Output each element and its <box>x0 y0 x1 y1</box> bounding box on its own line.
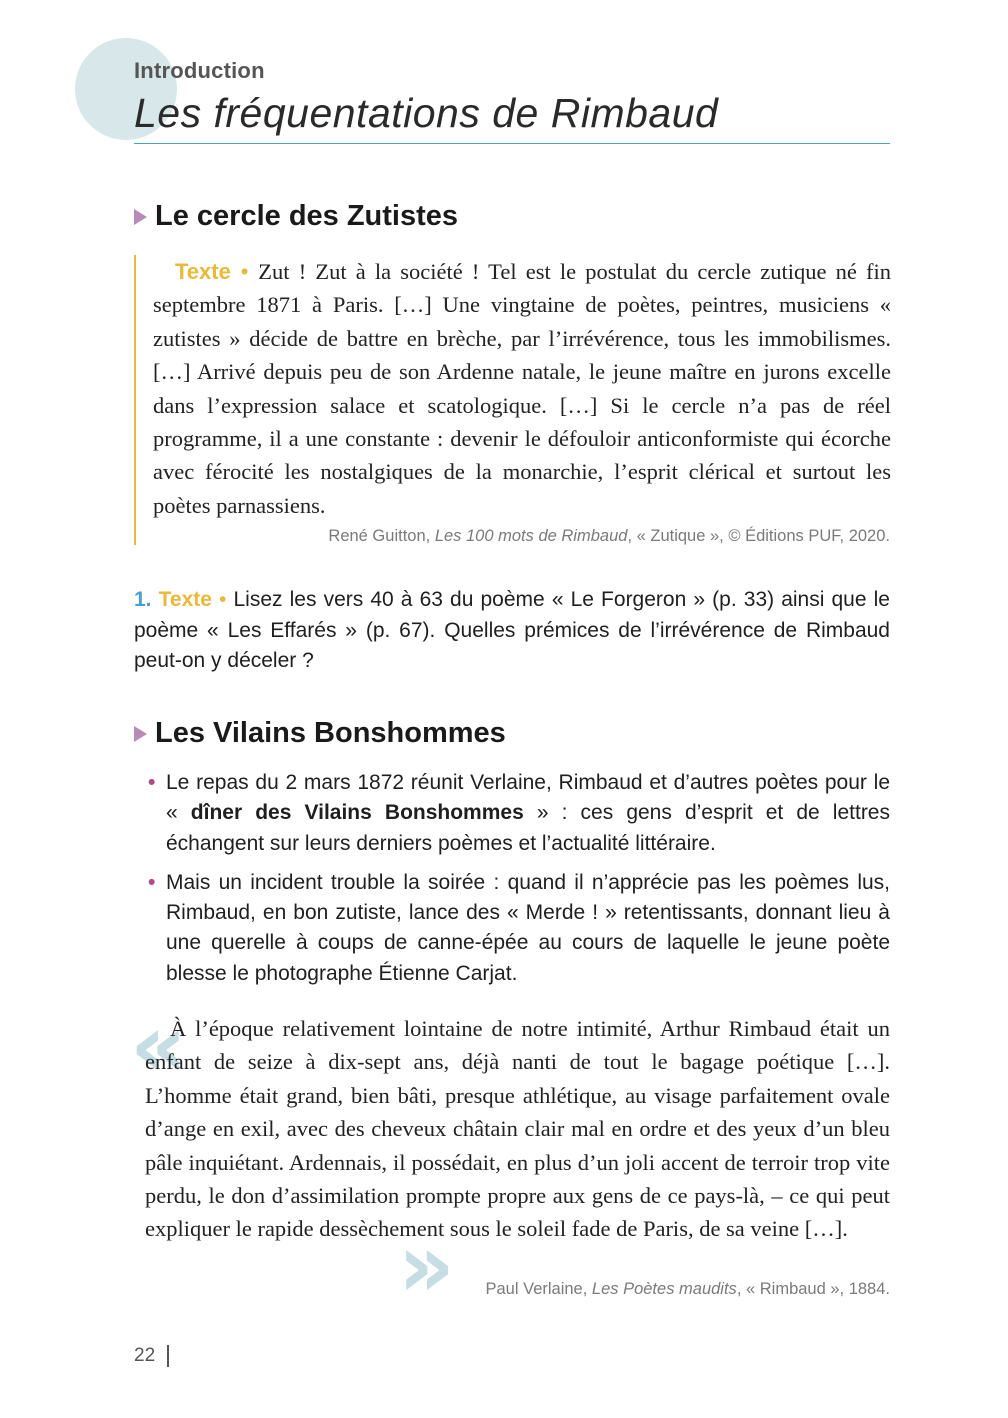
section-heading-text: Le cercle des Zutistes <box>155 200 459 232</box>
page-title: Les fréquentations de Rimbaud <box>134 90 719 136</box>
zutistes-source <box>134 527 890 546</box>
quote-label: Texte <box>175 259 231 284</box>
page-number: 22 <box>134 1345 156 1366</box>
source-details: , « Zutique », © Éditions PUF, 2020. <box>627 527 890 545</box>
open-quote-mark-icon: « <box>130 994 187 1097</box>
section-heading-text: Les Vilains Bonshommes <box>155 717 506 749</box>
bullet-dot-icon: • <box>148 771 156 794</box>
list-item-text: Mais un incident trouble la soirée : quand il n’apprécie pas les poèmes lus, Rimbaud, en bon zutiste, lance des « Merde ! » retentissants, donnant lieu à une querelle à coups de canne-épée au cours de laquelle le jeune poète blesse le photographe Étienne Carjat. <box>166 870 890 985</box>
question-label: Texte <box>158 588 212 611</box>
list-item <box>148 768 890 859</box>
question-1 <box>134 585 890 677</box>
section-heading-vilains-bonshommes <box>134 717 506 750</box>
source-title: Les 100 mots de Rimbaud <box>434 527 628 545</box>
source-title: Les Poètes maudits <box>591 1280 737 1298</box>
zutistes-quote-box <box>134 255 892 545</box>
page-number-separator <box>167 1345 169 1367</box>
chapter-kicker: Introduction <box>134 58 265 83</box>
section-heading-zutistes <box>134 200 458 233</box>
vilains-bonshommes-list <box>148 768 890 998</box>
close-quote-mark-icon: » <box>398 1214 455 1317</box>
verlaine-source <box>134 1280 890 1299</box>
list-item <box>148 868 890 989</box>
source-details: , « Rimbaud », 1884. <box>736 1280 890 1298</box>
list-item-bold-text: dîner des Vilains Bonshommes <box>190 801 524 825</box>
list-item-text: » : ces gens d’esprit et de lettres échangent sur leurs derniers poèmes et l’actualité littéraire. <box>166 801 890 855</box>
bullet-dot-icon: • <box>148 870 156 894</box>
triangle-bullet-icon <box>134 726 147 742</box>
triangle-bullet-icon <box>134 209 147 225</box>
question-text: Lisez les vers 40 à 63 du poème « Le Forgeron » (p. 33) ainsi que le poème « Les Effarés » (p. 67). Quelles prémices de l’irrévérence de Rimbaud peut-on y déceler ? <box>134 588 890 672</box>
source-author: Paul Verlaine, <box>485 1280 592 1298</box>
source-author: René Guitton, <box>328 527 435 545</box>
title-underline <box>134 143 890 144</box>
quote-body: Zut ! Zut à la société ! Tel est le postulat du cercle zutique né fin septembre 1871 à Paris. […] Une vingtaine de poètes, peintres, musiciens « zutistes » décide de battre en brèche, par l’irrévérence, tous les immobilismes. […] Arrivé depuis peu de son Ardenne natale, le jeune maître en jurons excelle dans l’expression salace et scatologique. […] Si le cercle n’a pas de réel programme, il a une constante : devenir le défouloir anticonformiste qui écorche avec férocité les nostalgiques de la monarchie, l’esprit clérical et surtout les poètes parnassiens. <box>153 259 891 518</box>
verlaine-quote <box>145 1012 890 1246</box>
zutistes-quote <box>153 255 891 522</box>
list-item-text: Le repas du 2 mars 1872 réunit Verlaine, Rimbaud et d’autres poètes pour le « <box>166 771 890 825</box>
question-label-dot: • <box>211 588 234 611</box>
verlaine-quote-text: À l’époque relativement lointaine de notre intimité, Arthur Rimbaud était un enfant de seize à dix-sept ans, déjà nanti de tout le bagage poétique […]. L’homme était grand, bien bâti, presque athlétique, au visage parfaitement ovale d’ange en exil, avec des cheveux châtain clair mal en ordre et des yeux d’un bleu pâle inquiétant. Ardennais, il possédait, en plus d’un joli accent de terroir trop vite perdu, le don d’assimilation prompte propre aux gens de ce pays-là, – ce qui peut expliquer le rapide dessèchement sous le soleil fade de Paris, de sa veine […]. <box>145 1016 890 1242</box>
quote-label-dot: • <box>230 259 259 284</box>
question-number: 1. <box>134 588 152 611</box>
